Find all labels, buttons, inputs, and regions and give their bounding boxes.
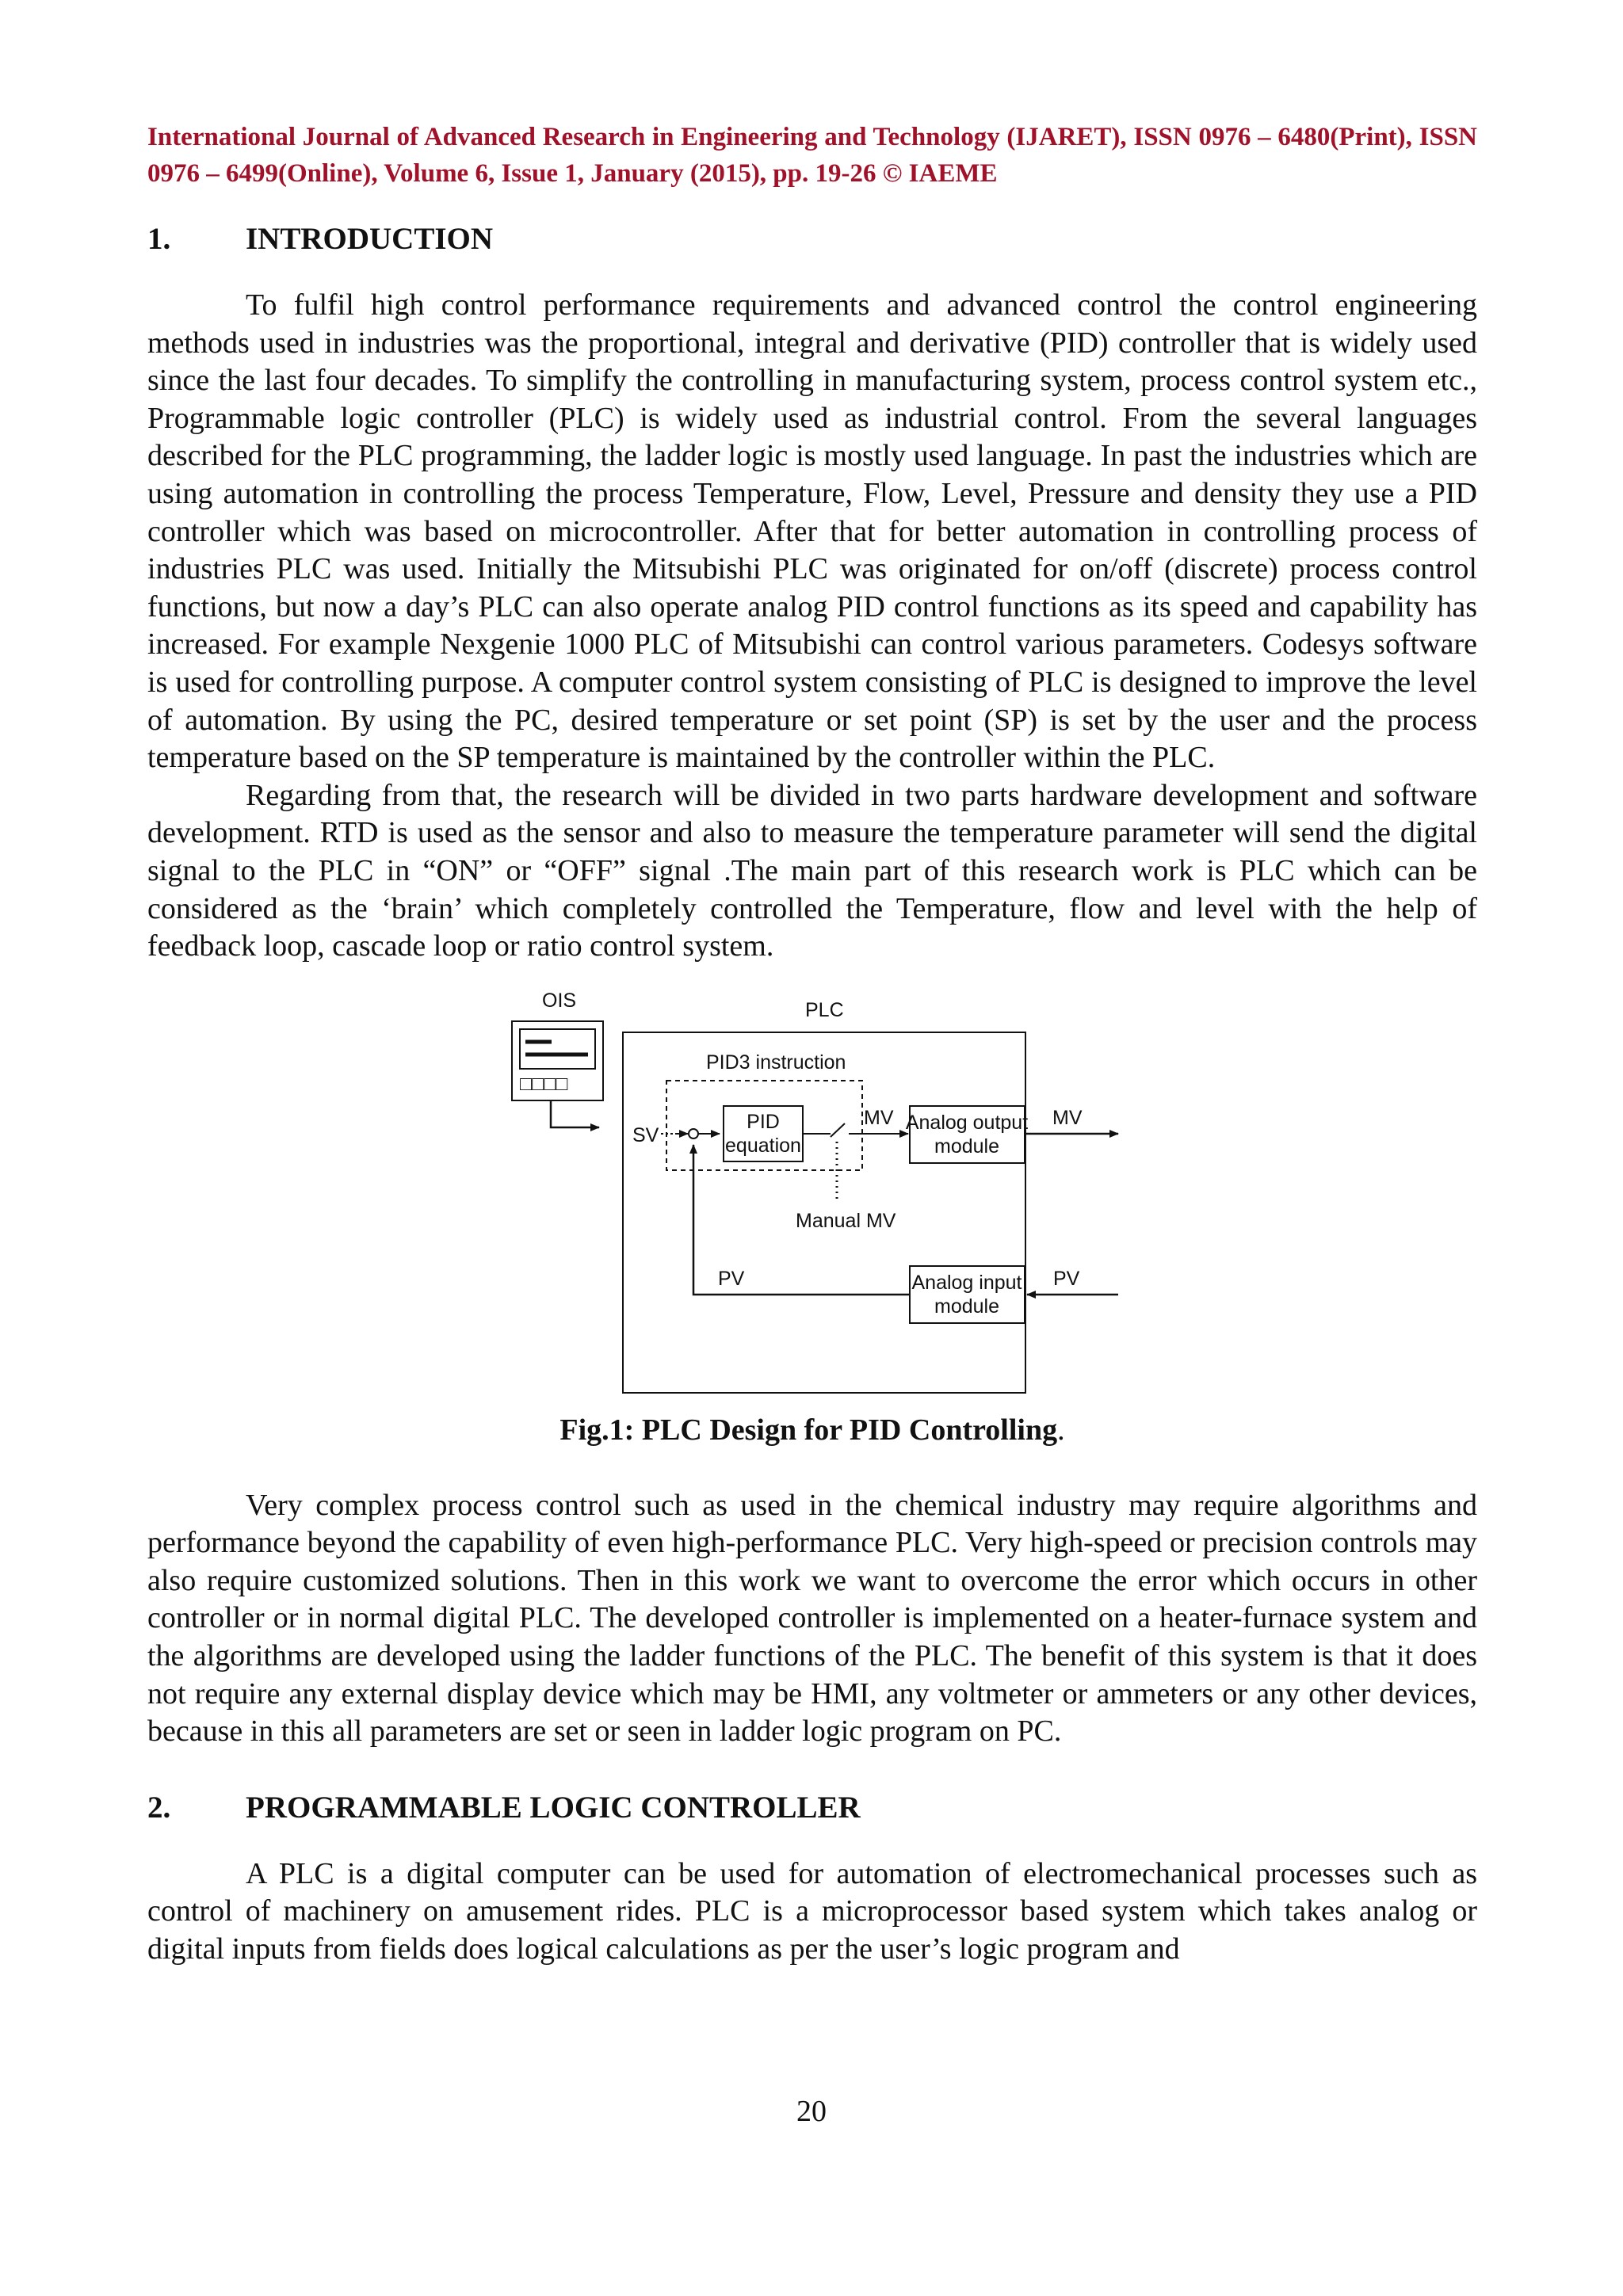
page-content [147,119,1477,1969]
section-title: PROGRAMMABLE LOGIC CONTROLLER [246,1790,861,1825]
sv-label: SV [632,1123,659,1146]
plc-pid-diagram [147,983,1477,1411]
page-number: 20 [796,2095,827,2128]
pid-eq-line-1: PID [747,1110,780,1133]
ois-screen [520,1029,595,1069]
pv-outer-label: PV [1053,1267,1080,1290]
ois-keys: □□□□ [520,1072,568,1095]
analog-input-line-1: Analog input [911,1271,1022,1294]
manual-switch [831,1123,845,1137]
paragraph-intro-1: To fulfil high control performance requirements and advanced control the control engineering methods used in industries was the proportional, integral and derivative (PID) controller that is widely used since the last four decades. To simplify the controlling in manufacturing system, process control system etc., Programmable logic controller (PLC) is widely used as industrial control. From the several languages described for the PLC programming, the ladder logic is mostly used language. In past the industries which are using automation in controlling the process Temperature, Flow, Level, Pressure and density they use a PID controller which was based on microcontroller. After that for better automation in controlling process of industries PLC was used. Initially the Mitsubishi PLC was originated for on/off (discrete) process control functions, but now a day’s PLC can also operate analog PID control functions as its speed and capability has increased. For example Nexgenie 1000 PLC of Mitsubishi can control various parameters. Codesys software is used for controlling purpose. A computer control system consisting of PLC is designed to improve the level of automation. By using the PC, desired temperature or set point (SP) is set by the user and the process temperature based on the SP temperature is maintained by the controller within the PLC. [147,288,1477,775]
journal-header: International Journal of Advanced Research in Engineering and Technology (IJARET), ISSN 0976 – 6480(Print), ISSN 0976 – 6499(Online), Volume 6, Issue 1, January (2015), pp. 19-26 © IAEME [147,123,1477,188]
analog-output-line-1: Analog output [905,1111,1029,1134]
figure-caption [147,1411,1477,1449]
paragraph-intro-3: Very complex process control such as used in the chemical industry may require algorithms and performance beyond the capability of even high-performance PLC. Very high-speed or precision controls may also require customized solutions. Then in this work we want to overcome the error which occurs in other controller or in normal digital PLC. The developed controller is implemented on a heater-furnace system and the algorithms are developed using the ladder functions of the PLC. The benefit of this system is that it does not require any external display device which may be HMI, any voltmeter or ammeters or any other devices, because in this all parameters are set or seen in ladder logic program on PC. [147,1488,1477,1749]
section-number: 2. [147,1790,171,1825]
pid-eq-line-2: equation [725,1134,801,1157]
paragraph-intro-2: Regarding from that, the research will be divided in two parts hardware development and software development. RTD is used as the sensor and also to measure the temperature parameter will send the digital signal to the PLC in “ON” or “OFF” signal .The main part of this research work is PLC which can be considered as the ‘brain’ which completely controlled the Temperature, flow and level with the help of feedback loop, cascade loop or ratio control system. [147,778,1477,963]
analog-output-line-2: module [934,1135,999,1158]
mv-outer-label: MV [1052,1106,1083,1129]
ois-label: OIS [542,989,577,1012]
figure-caption-bold: Fig.1: PLC Design for PID Controlling [559,1413,1058,1447]
mv-inner-label: MV [864,1106,894,1129]
figure-plc-pid-diagram [147,983,1477,1411]
figure-caption-end: . [1057,1413,1065,1447]
analog-input-line-2: module [934,1295,999,1318]
pid3-label: PID3 instruction [706,1051,846,1074]
plc-label: PLC [805,998,844,1021]
section-title: INTRODUCTION [246,222,494,256]
ois-to-plc-arrow [551,1100,599,1127]
section-heading-plc [147,1789,1477,1827]
paragraph-plc-1: A PLC is a digital computer can be used for automation of electromechanical processes such as control of machinery on amusement rides. PLC is a microprocessor based system which takes analog or digital inputs from fields does logical calculations as per the user’s logic program and [147,1856,1477,1966]
summing-junction [689,1129,698,1138]
section-heading-introduction [147,220,1477,258]
section-number: 1. [147,222,171,256]
manual-mv-label: Manual MV [796,1209,896,1232]
pv-inner-label: PV [718,1267,745,1290]
